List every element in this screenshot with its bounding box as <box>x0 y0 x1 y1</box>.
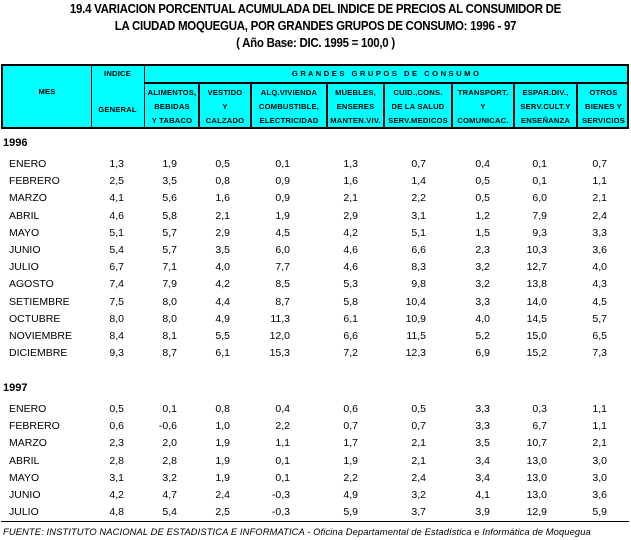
group-value: 3,5 <box>215 244 230 256</box>
group-value: 0,5 <box>475 175 490 188</box>
month-label: FEBRERO <box>9 420 60 433</box>
month-label: ABRIL <box>9 209 40 222</box>
group-value: 0,7 <box>411 158 426 170</box>
header-group-6 <box>453 84 513 127</box>
table-row <box>0 437 631 453</box>
group-value: 12,7 <box>526 261 547 274</box>
group-value: 8,7 <box>162 347 177 360</box>
group-value: 3,5 <box>162 175 177 188</box>
indice-general-value: 7,5 <box>109 295 124 308</box>
header-indice-general <box>91 66 144 127</box>
group-value: 0,8 <box>215 403 230 415</box>
group-value: 4,6 <box>343 261 358 274</box>
header-group-line: ALQ.VIVIENDA <box>260 88 318 97</box>
group-value: 0,9 <box>275 175 290 188</box>
group-value: 5,8 <box>162 209 177 222</box>
group-value: 2,9 <box>343 209 358 222</box>
table-title-line-2: LA CIUDAD MOQUEGUA, POR GRANDES GRUPOS DE CONSUMO: 1996 - 97 <box>114 19 517 33</box>
group-value: 8,3 <box>411 261 426 274</box>
group-value: 10,9 <box>405 312 426 325</box>
table-header <box>1 64 629 129</box>
group-value: 2,4 <box>215 489 230 501</box>
group-value: 13,0 <box>526 471 547 484</box>
header-group-2 <box>200 84 250 127</box>
indice-general-value: 2,8 <box>109 454 124 467</box>
header-group-line: VESTIDO <box>207 88 243 97</box>
group-value: 14,5 <box>526 312 547 325</box>
indice-general-value: 6,7 <box>109 261 124 274</box>
group-value: 0,4 <box>475 158 490 170</box>
group-value: 1,1 <box>592 175 607 188</box>
group-value: 4,7 <box>162 489 177 501</box>
month-label: ENERO <box>9 403 47 415</box>
group-value: 6,1 <box>215 347 230 360</box>
group-value: 1,6 <box>215 192 230 205</box>
group-value: 3,3 <box>475 295 490 308</box>
month-label: MARZO <box>9 192 47 205</box>
group-value: 7,9 <box>532 209 547 222</box>
indice-general-value: 9,3 <box>109 347 124 360</box>
group-value: 4,5 <box>275 226 290 239</box>
group-value: 4,5 <box>592 295 607 308</box>
group-value: 13,8 <box>526 278 547 291</box>
group-value: 0,1 <box>532 175 547 188</box>
group-value: 2,2 <box>275 420 290 433</box>
indice-general-value: 0,5 <box>109 403 124 415</box>
header-group-4 <box>328 84 383 127</box>
table-row <box>0 347 631 363</box>
header-group-line: ESPAR.DIV., <box>522 88 569 97</box>
header-group-line: SERV.MEDICOS <box>388 116 448 125</box>
group-value: 0,5 <box>411 403 426 415</box>
group-value: 2,1 <box>411 437 426 450</box>
group-value: 2,2 <box>343 471 358 484</box>
year-heading: 1996 <box>3 137 28 149</box>
indice-general-value: 5,1 <box>109 226 124 239</box>
group-value: 3,5 <box>475 437 490 450</box>
group-value: 1,9 <box>215 437 230 450</box>
group-value: 2,2 <box>411 192 426 205</box>
header-group-line: ENSERES <box>336 102 375 111</box>
group-value: 15,3 <box>269 347 290 360</box>
table-row <box>0 313 631 329</box>
group-value: 4,9 <box>215 312 230 325</box>
month-label: DICIEMBRE <box>9 347 68 360</box>
group-value: 11,5 <box>406 330 426 342</box>
indice-general-value: 1,3 <box>109 158 124 170</box>
group-value: 2,1 <box>343 192 358 205</box>
group-value: 5,9 <box>592 506 607 519</box>
group-value: 1,9 <box>215 454 230 467</box>
group-value: 1,5 <box>475 226 490 239</box>
table-row <box>0 175 631 191</box>
header-group-7 <box>515 84 576 127</box>
group-value: 2,1 <box>215 209 230 222</box>
month-label: FEBRERO <box>9 175 60 188</box>
group-value: 0,8 <box>215 175 230 188</box>
group-value: 4,3 <box>592 278 607 291</box>
table-row <box>0 227 631 243</box>
group-value: 0,1 <box>275 454 290 467</box>
group-value: 3,3 <box>592 226 607 239</box>
indice-general-value: 0,6 <box>109 420 124 433</box>
header-indice-line: INDICE <box>104 69 131 78</box>
group-value: 5,1 <box>411 226 426 239</box>
group-value: 3,7 <box>411 506 426 519</box>
group-value: 3,0 <box>592 454 607 467</box>
table-row <box>0 472 631 488</box>
month-label: JUNIO <box>9 244 41 256</box>
group-value: 6,7 <box>532 420 547 433</box>
group-value: 6,6 <box>343 330 358 342</box>
table-bottom-rule <box>1 521 629 522</box>
header-group-1 <box>146 84 198 127</box>
group-value: 12,9 <box>526 506 547 519</box>
indice-general-value: 3,1 <box>109 471 124 484</box>
header-group-8 <box>578 84 629 127</box>
group-value: 3,1 <box>411 209 426 222</box>
group-value: 1,6 <box>343 175 358 188</box>
header-group-line: CALZADO <box>205 116 245 125</box>
group-value: 5,7 <box>162 226 177 239</box>
group-value: 5,3 <box>343 278 358 291</box>
group-value: 3,3 <box>475 420 490 433</box>
group-value: 12,0 <box>269 330 290 342</box>
table-row <box>0 210 631 226</box>
header-group-line: ELECTRICIDAD <box>259 116 319 125</box>
group-value: 5,7 <box>162 244 177 256</box>
month-label: MAYO <box>9 471 40 484</box>
group-value: 8,1 <box>162 330 177 342</box>
header-group-line: OTROS <box>589 88 618 97</box>
group-value: 6,0 <box>275 244 290 256</box>
group-value: 6,1 <box>343 312 358 325</box>
group-value: 2,1 <box>592 437 607 450</box>
group-value: 2,8 <box>162 454 177 467</box>
group-value: 3,2 <box>162 471 177 484</box>
month-label: ABRIL <box>9 454 40 467</box>
header-group-line: ALIMENTOS, <box>147 88 197 97</box>
group-value: 4,0 <box>215 261 230 274</box>
month-label: NOVIEMBRE <box>9 330 73 342</box>
group-value: 5,8 <box>343 295 358 308</box>
group-value: -0,3 <box>271 506 290 519</box>
group-value: 6,6 <box>411 244 426 256</box>
header-group-5 <box>385 84 451 127</box>
group-value: 1,9 <box>215 471 230 484</box>
group-value: 7,9 <box>162 278 177 291</box>
month-label: SETIEMBRE <box>9 295 70 308</box>
group-value: 0,5 <box>215 158 230 170</box>
group-value: 2,9 <box>215 226 230 239</box>
group-value: 8,7 <box>275 295 290 308</box>
group-value: 2,3 <box>475 244 490 256</box>
month-label: JULIO <box>9 506 39 519</box>
group-value: 1,9 <box>343 454 358 467</box>
group-value: 0,6 <box>343 403 358 415</box>
header-mes: MES <box>38 87 56 96</box>
month-label: MAYO <box>9 226 40 239</box>
group-value: 0,7 <box>411 420 426 433</box>
group-value: 4,0 <box>592 261 607 274</box>
table-row <box>0 489 631 505</box>
group-value: 1,4 <box>411 175 426 188</box>
header-group-line: CUID.,CONS. <box>393 88 443 97</box>
group-value: 0,1 <box>162 403 177 415</box>
month-label: MARZO <box>9 437 47 450</box>
table-row <box>0 158 631 174</box>
indice-general-value: 4,6 <box>109 209 124 222</box>
group-value: 1,1 <box>275 437 290 450</box>
group-value: 0,3 <box>532 403 547 415</box>
header-group-3 <box>252 84 326 127</box>
header-group-title: G R A N D E S G R U P O S D E C O N S U M O <box>291 69 480 78</box>
group-value: -0,6 <box>158 420 177 433</box>
group-value: 0,5 <box>475 192 490 205</box>
group-value: 9,8 <box>411 278 426 291</box>
table-row <box>0 296 631 312</box>
header-indice-line: GENERAL <box>98 105 137 114</box>
table-row <box>0 330 631 346</box>
header-group-line: Y <box>480 102 486 111</box>
group-value: 1,2 <box>475 209 490 222</box>
group-value: 1,1 <box>592 403 607 415</box>
table-row <box>0 506 631 522</box>
group-value: 4,2 <box>343 226 358 239</box>
group-value: 4,9 <box>343 489 358 501</box>
header-group-line: MANTEN.VIV. <box>330 116 381 125</box>
group-value: 7,2 <box>343 347 358 360</box>
group-value: 10,4 <box>405 295 426 308</box>
group-value: 8,5 <box>275 278 290 291</box>
group-value: 0,1 <box>275 471 290 484</box>
table-row <box>0 420 631 436</box>
group-value: 8,0 <box>162 295 177 308</box>
table-row <box>0 244 631 260</box>
month-label: JULIO <box>9 261 39 274</box>
month-label: OCTUBRE <box>9 312 61 325</box>
group-value: 4,6 <box>343 244 358 256</box>
indice-general-value: 4,2 <box>109 489 124 501</box>
indice-general-value: 8,0 <box>109 312 124 325</box>
group-value: 1,9 <box>162 158 177 170</box>
group-value: 0,7 <box>592 158 607 170</box>
table-row <box>0 261 631 277</box>
header-group-line: COMUNICAC. <box>457 116 509 125</box>
header-group-line: DE LA SALUD <box>391 102 445 111</box>
group-value: 3,0 <box>592 471 607 484</box>
group-value: 7,3 <box>592 347 607 360</box>
group-value: 5,5 <box>215 330 230 342</box>
group-value: 3,6 <box>592 489 607 501</box>
header-group-line: SERVICIOS <box>581 116 626 125</box>
table-row <box>0 455 631 471</box>
group-value: 1,9 <box>275 209 290 222</box>
group-value: 3,9 <box>475 506 490 519</box>
group-value: 15,0 <box>526 330 547 342</box>
group-value: 2,4 <box>411 471 426 484</box>
group-value: 3,3 <box>475 403 490 415</box>
group-value: 0,1 <box>275 158 290 170</box>
group-value: 2,1 <box>592 192 607 205</box>
indice-general-value: 8,4 <box>109 330 124 342</box>
group-value: 5,4 <box>162 506 177 519</box>
group-value: -0,3 <box>271 489 290 501</box>
group-value: 9,3 <box>532 226 547 239</box>
group-value: 2,5 <box>215 506 230 519</box>
group-value: 0,9 <box>275 192 290 205</box>
group-value: 3,2 <box>411 489 426 501</box>
group-value: 0,7 <box>343 420 358 433</box>
indice-general-value: 2,5 <box>109 175 124 188</box>
month-label: AGOSTO <box>9 278 54 291</box>
header-group-line: ENSEÑANZA <box>520 116 571 125</box>
group-value: 1,3 <box>343 158 358 170</box>
group-value: 8,0 <box>162 312 177 325</box>
group-value: 3,2 <box>475 261 490 274</box>
group-value: 10,7 <box>526 437 547 450</box>
month-label: JUNIO <box>9 489 41 501</box>
group-value: 7,1 <box>162 261 177 274</box>
group-value: 3,4 <box>475 454 490 467</box>
group-value: 3,2 <box>475 278 490 291</box>
group-value: 12,3 <box>405 347 426 360</box>
year-heading: 1997 <box>3 382 28 394</box>
group-value: 6,5 <box>592 330 607 342</box>
header-group-line: Y TABACO <box>151 116 193 125</box>
month-label: ENERO <box>9 158 47 170</box>
group-value: 5,2 <box>475 330 490 342</box>
header-group-line: Y <box>222 102 228 111</box>
group-value: 13,0 <box>526 454 547 467</box>
group-value: 14,0 <box>526 295 547 308</box>
indice-general-value: 4,8 <box>109 506 124 519</box>
table-row <box>0 192 631 208</box>
group-value: 1,0 <box>215 420 230 433</box>
indice-general-value: 7,4 <box>109 278 124 291</box>
group-value: 4,1 <box>475 489 490 501</box>
indice-general-value: 5,4 <box>109 244 124 256</box>
group-value: 13,0 <box>526 489 547 501</box>
group-value: 1,7 <box>343 437 358 450</box>
group-value: 3,4 <box>475 471 490 484</box>
group-value: 2,0 <box>162 437 177 450</box>
group-value: 0,1 <box>532 158 547 170</box>
group-value: 5,6 <box>162 192 177 205</box>
group-value: 15,2 <box>526 347 547 360</box>
group-value: 6,9 <box>475 347 490 360</box>
header-group-line: BIENES Y <box>585 102 622 111</box>
group-value: 10,3 <box>526 244 547 256</box>
header-group-line: COMBUSTIBLE, <box>258 102 320 111</box>
group-value: 5,7 <box>592 312 607 325</box>
indice-general-value: 4,1 <box>109 192 124 205</box>
table-row <box>0 278 631 294</box>
indice-general-value: 2,3 <box>109 437 124 450</box>
group-value: 4,2 <box>215 278 230 291</box>
group-value: 1,1 <box>592 420 607 433</box>
header-group-line: MUEBLES, <box>335 88 376 97</box>
table-title-line-1: 19.4 VARIACION PORCENTUAL ACUMULADA DEL INDICE DE PRECIOS AL CONSUMIDOR DE <box>69 2 562 16</box>
group-value: 4,4 <box>215 295 230 308</box>
header-group-line: TRANSPORT. <box>457 88 509 97</box>
group-value: 2,4 <box>592 209 607 222</box>
header-group-line: SERV.CULT.Y <box>520 102 571 111</box>
header-group-line: BEBIDAS <box>154 102 190 111</box>
group-value: 6,0 <box>532 192 547 205</box>
group-value: 0,4 <box>275 403 290 415</box>
source-footnote: FUENTE: INSTITUTO NACIONAL DE ESTADISTICA E INFORMATICA - Oficina Departamental de Estadística e Informática de Moquegua <box>3 526 591 537</box>
group-value: 2,1 <box>411 454 426 467</box>
table-row <box>0 403 631 419</box>
group-value: 5,9 <box>343 506 358 519</box>
group-value: 7,7 <box>275 261 290 274</box>
group-value: 4,0 <box>475 312 490 325</box>
group-value: 3,6 <box>592 244 607 256</box>
group-value: 11,3 <box>270 312 290 325</box>
table-subtitle-base-year: ( Año Base: DIC. 1995 = 100,0 ) <box>236 36 395 50</box>
